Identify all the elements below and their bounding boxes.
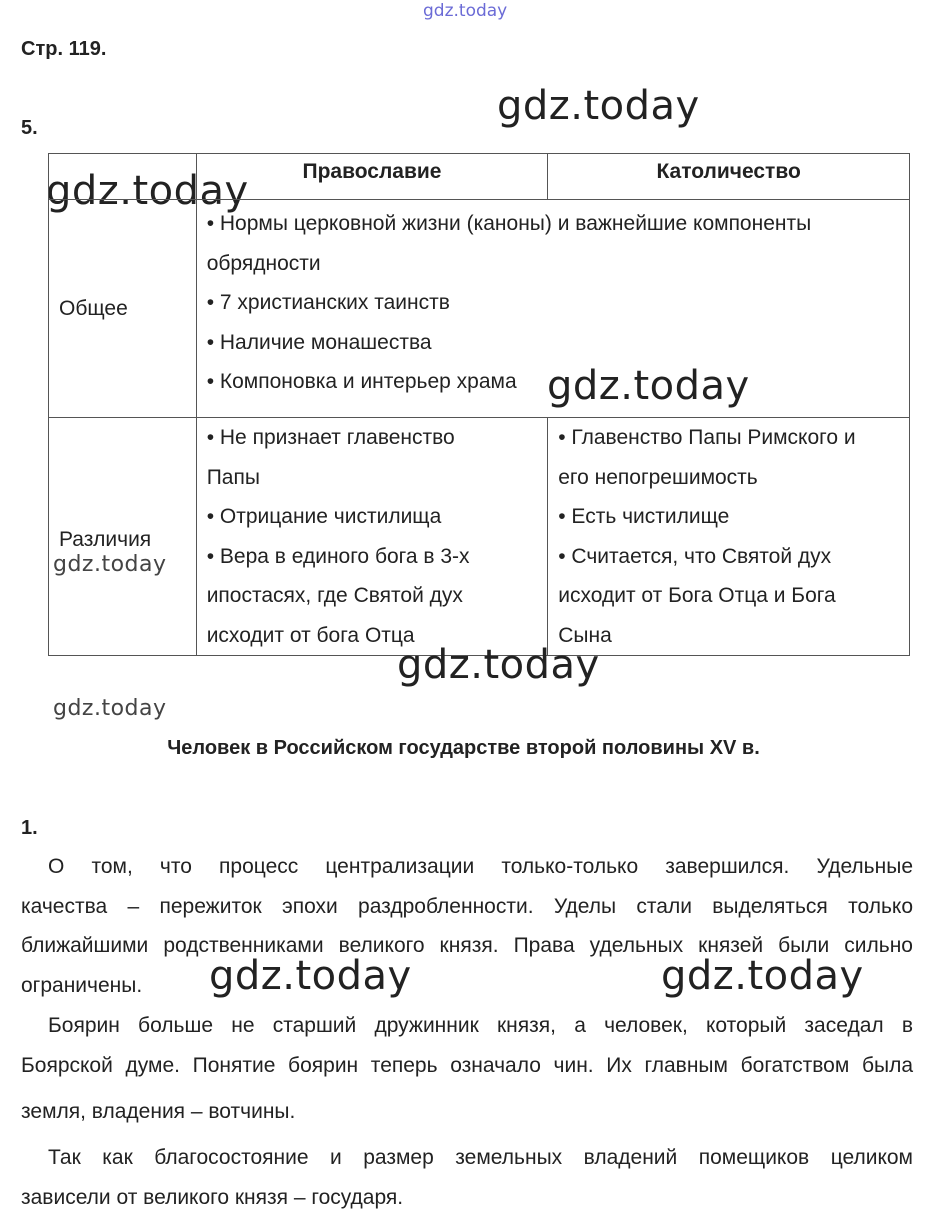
- task-number-1: 1.: [21, 817, 38, 839]
- table-header-row: [49, 154, 910, 200]
- cell-line: • Отрицание чистилища: [206, 505, 442, 528]
- cell-line: • Наличие монашества: [206, 330, 432, 354]
- cell-line: обрядности: [206, 251, 321, 275]
- orthodox-differences-cell: [196, 418, 548, 656]
- table-header-empty: [49, 154, 197, 200]
- paragraph-line: качества – пережиток эпохи раздробленности. Уделы стали выделяться только: [21, 894, 913, 918]
- watermark: gdz.today: [46, 168, 249, 214]
- cell-line: • Не признает главенство: [206, 426, 455, 449]
- cell-line: Сына: [558, 623, 612, 647]
- section-title: Человек в Российском государстве второй половины XV в.: [167, 737, 760, 759]
- paragraph-line: ограничены.: [21, 973, 143, 997]
- watermark: gdz.today: [53, 552, 167, 577]
- cell-line: его непогрешимость: [558, 465, 758, 489]
- paragraph-line: Боярин больше не старший дружинник князя, а человек, который заседал в: [48, 1014, 913, 1037]
- paragraph-line: земля, владения – вотчины.: [21, 1100, 296, 1123]
- page-label: Стр. 119.: [21, 38, 107, 60]
- watermark: gdz.today: [53, 696, 167, 721]
- paragraph: [21, 1138, 913, 1217]
- paragraph-line: Так как благосостояние и размер земельных владений помещиков целиком: [48, 1146, 913, 1169]
- paragraph: [21, 1006, 913, 1132]
- paragraph-line: О том, что процесс централизации только-только завершился. Удельные: [48, 855, 913, 878]
- cell-line: ипостасях, где Святой дух: [206, 584, 463, 607]
- paragraph-line: ближайшими родственниками великого князя. Права удельных князей были сильно: [21, 934, 913, 957]
- cell-line: • Компоновка и интерьер храма: [206, 370, 517, 393]
- watermark: gdz.today: [209, 953, 412, 999]
- cell-line: исходит от бога Отца: [206, 623, 415, 647]
- watermark: gdz.today: [497, 83, 700, 129]
- cell-line: • Главенство Папы Римского и: [558, 426, 856, 449]
- table-header-orthodoxy: Православие: [196, 154, 548, 200]
- catholic-differences-cell: [548, 418, 910, 656]
- table-header-catholicism: Католичество: [548, 154, 910, 200]
- row-label-differences: Различия: [49, 418, 197, 656]
- cell-line: исходит от Бога Отца и Бога: [558, 584, 836, 607]
- cell-line: • Есть чистилище: [558, 505, 730, 528]
- row-label-common: Общее: [49, 200, 197, 418]
- task-number-5: 5.: [21, 117, 38, 139]
- watermark-top: gdz.today: [423, 1, 508, 21]
- table-row-differences: [49, 418, 910, 656]
- table-row-common: [49, 200, 910, 418]
- cell-line: • 7 христианских таинств: [206, 291, 450, 314]
- watermark: gdz.today: [397, 642, 600, 688]
- paragraph-line: зависели от великого князя – государя.: [21, 1185, 404, 1209]
- paragraph-line: Боярской думе. Понятие боярин теперь означало чин. Их главным богатством была: [21, 1053, 913, 1077]
- watermark: gdz.today: [547, 363, 750, 409]
- cell-line: • Считается, что Святой дух: [558, 544, 832, 568]
- cell-line: • Нормы церковной жизни (каноны) и важнейшие компоненты: [206, 212, 812, 235]
- cell-line: Папы: [206, 465, 260, 489]
- comparison-table: [48, 153, 910, 656]
- cell-line: • Вера в единого бога в 3-х: [206, 544, 470, 568]
- watermark: gdz.today: [661, 953, 864, 999]
